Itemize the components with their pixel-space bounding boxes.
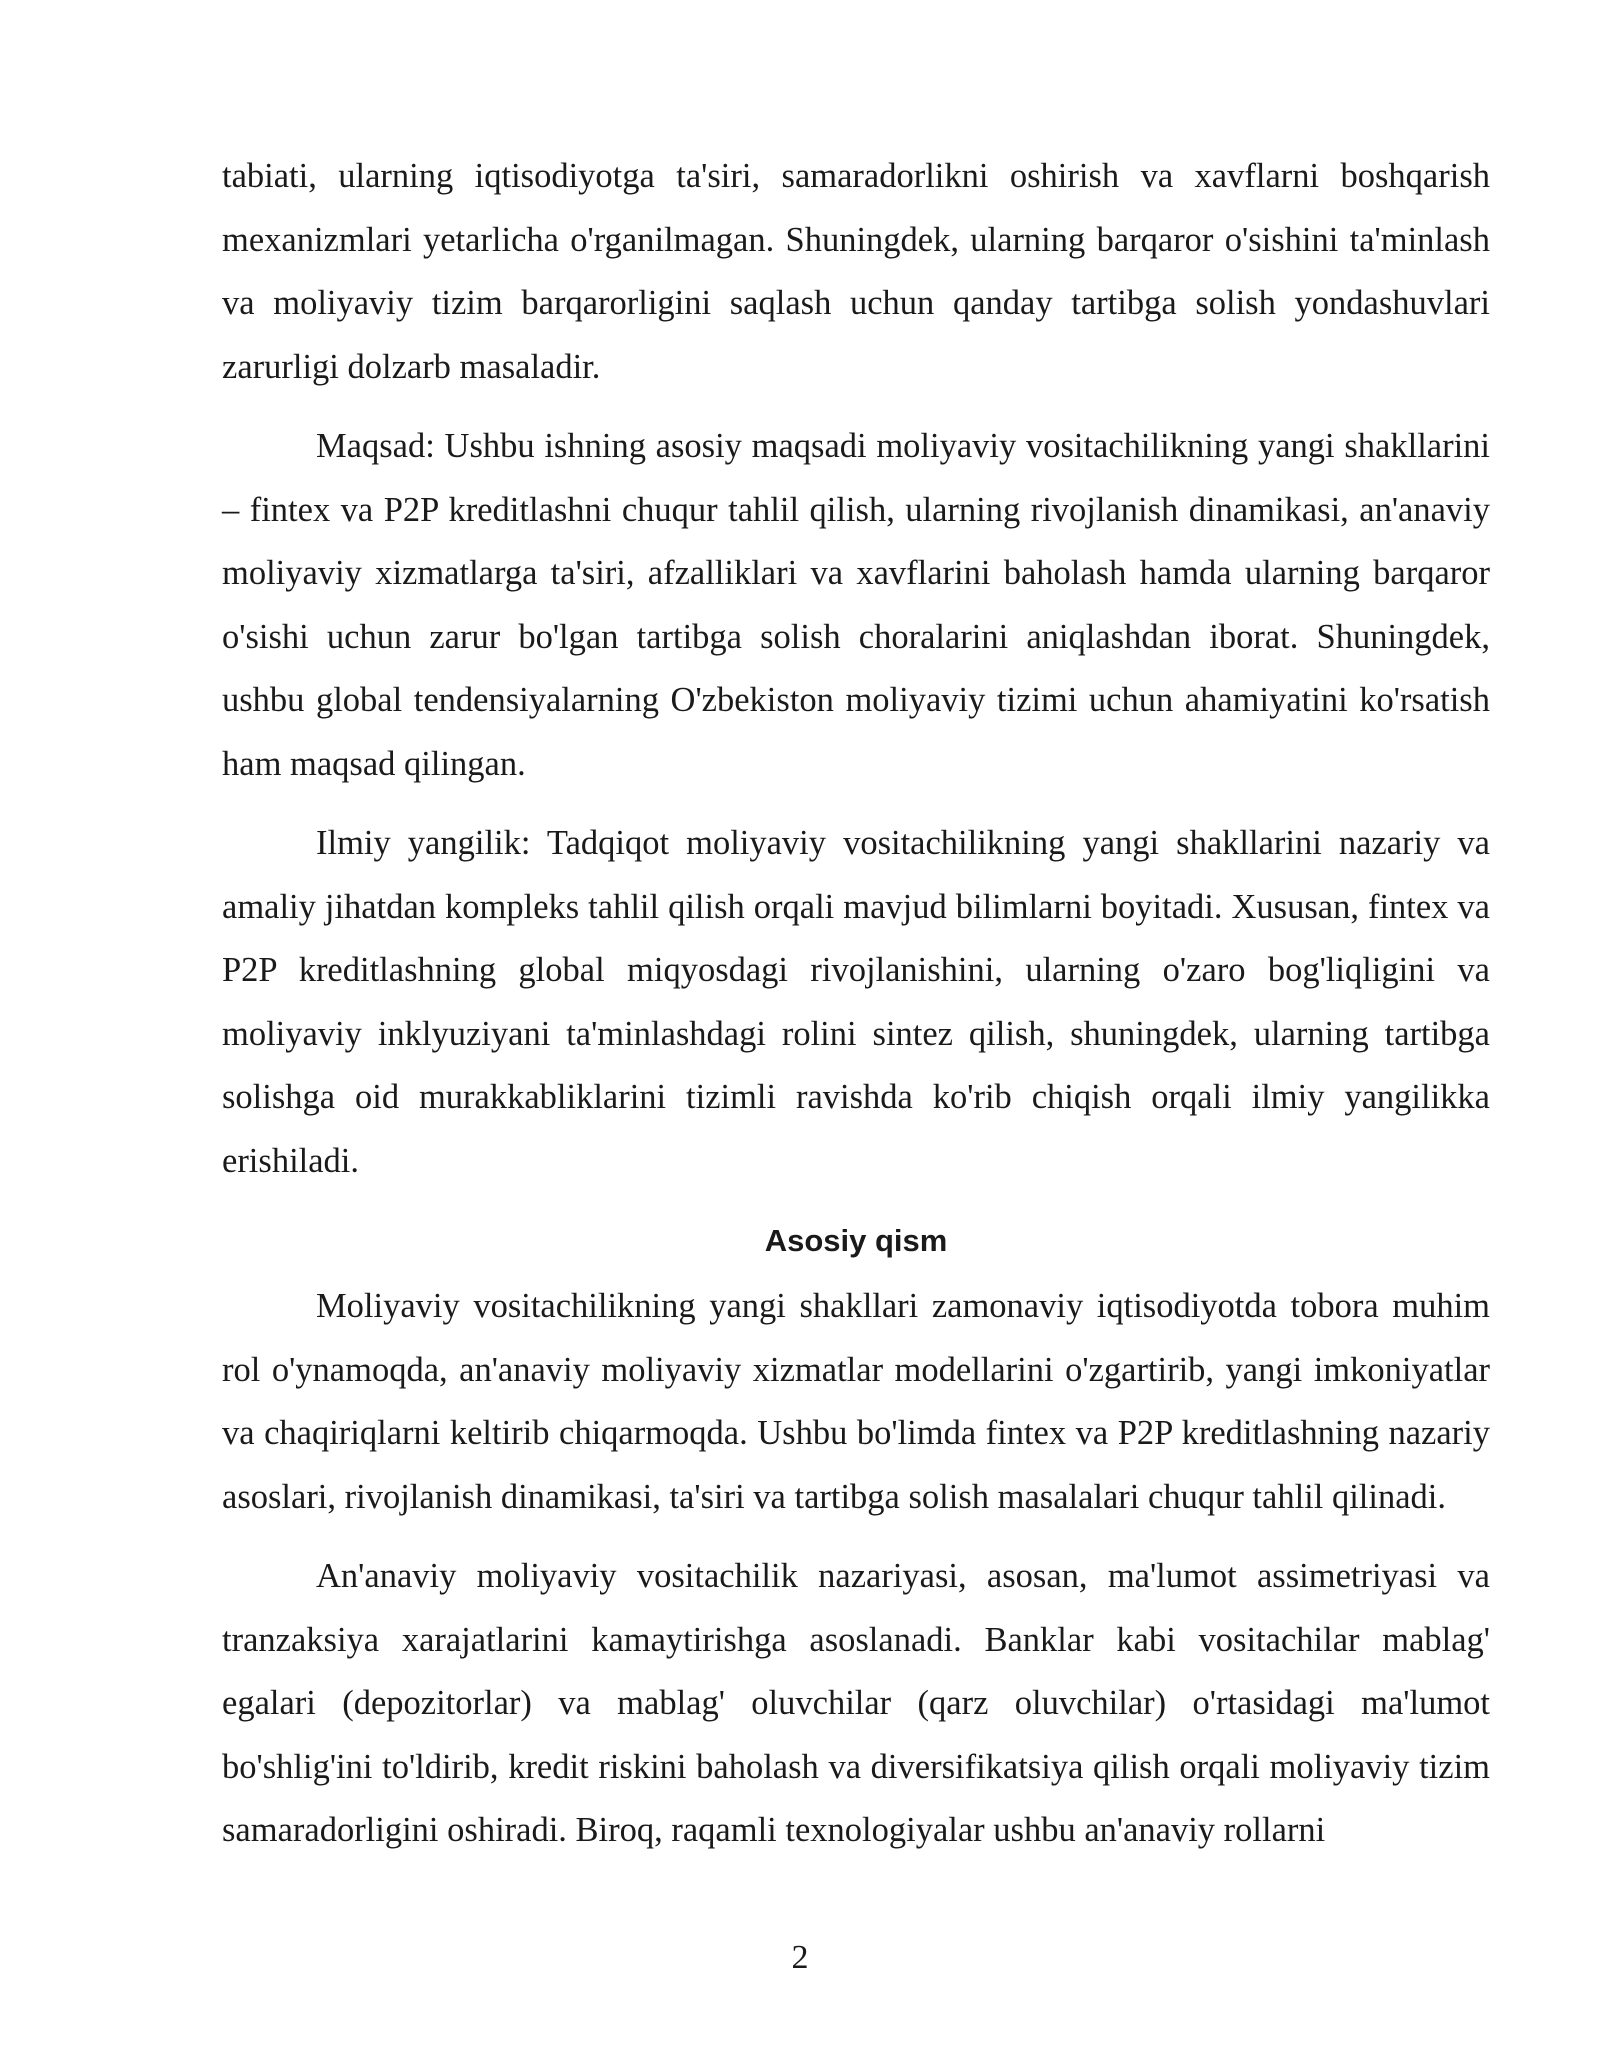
paragraph-main-1: Moliyaviy vositachilikning yangi shakllari zamonaviy iqtisodiyotda tobora muhim rol o'ynamoqda, an'anaviy moliyaviy xizmatlar modellarini o'zgartirib, yangi imkoniyatlar va chaqiriqlarni keltirib chiqarmoqda. Ushbu bo'limda fintex va P2P kreditlashning nazariy asoslari, rivojlanish dinamikasi, ta'siri va tartibga solish masalalari chuqur tahlil qilinadi.	[222, 1287, 1490, 1516]
paragraph-ilmiy-yangilik: Ilmiy yangilik: Tadqiqot moliyaviy vositachilikning yangi shakllarini nazariy va amaliy jihatdan kompleks tahlil qilish orqali mavjud bilimlarni boyitadi. Xususan, fintex va P2P kreditlashning global miqyosdagi rivojlanishini, ularning o'zaro bog'liqligini va moliyaviy inklyuziyani ta'minlashdagi rolini sintez qilish, shuningdek, ularning tartibga solishga oid murakkabliklarini tizimli ravishda ko'rib chiqish orqali ilmiy yangilikka erishiladi.	[222, 824, 1490, 1180]
paragraph-main-2: An'anaviy moliyaviy vositachilik nazariyasi, asosan, ma'lumot assimetriyasi va tranzaksiya xarajatlarini kamaytirishga asoslanadi. Banklar kabi vositachilar mablag' egalari (depozitorlar) va mablag' oluvchilar (qarz oluvchilar) o'rtasidagi ma'lumot bo'shlig'ini to'ldirib, kredit riskini baholash va diversifikatsiya qilish orqali moliyaviy tizim samaradorligini oshiradi. Biroq, raqamli texnologiyalar ushbu an'anaviy rollarni	[222, 1557, 1490, 1849]
page-number: 2	[791, 1939, 809, 1976]
section-heading: Asosiy qism	[764, 1223, 948, 1258]
paragraph-maqsad: Maqsad: Ushbu ishning asosiy maqsadi moliyaviy vositachilikning yangi shakllarini – fintex va P2P kreditlashni chuqur tahlil qilish, ularning rivojlanish dinamikasi, an'anaviy moliyaviy xizmatlarga ta'siri, afzalliklari va xavflarini baholash hamda ularning barqaror o'sishi uchun zarur bo'lgan tartibga solish choralarini aniqlashdan iborat. Shuningdek, ushbu global tendensiyalarning O'zbekiston moliyaviy tizimi uchun ahamiyatini ko'rsatish ham maqsad qilingan.	[222, 427, 1490, 783]
body-text	[222, 145, 1490, 1879]
paragraph-continuation: tabiati, ularning iqtisodiyotga ta'siri, samaradorlikni oshirish va xavflarni boshqarish mexanizmlari yetarlicha o'rganilmagan. Shuningdek, ularning barqaror o'sishini ta'minlash va moliyaviy tizim barqarorligini saqlash uchun qanday tartibga solish yondashuvlari zarurligi dolzarb masaladir.	[222, 157, 1490, 386]
